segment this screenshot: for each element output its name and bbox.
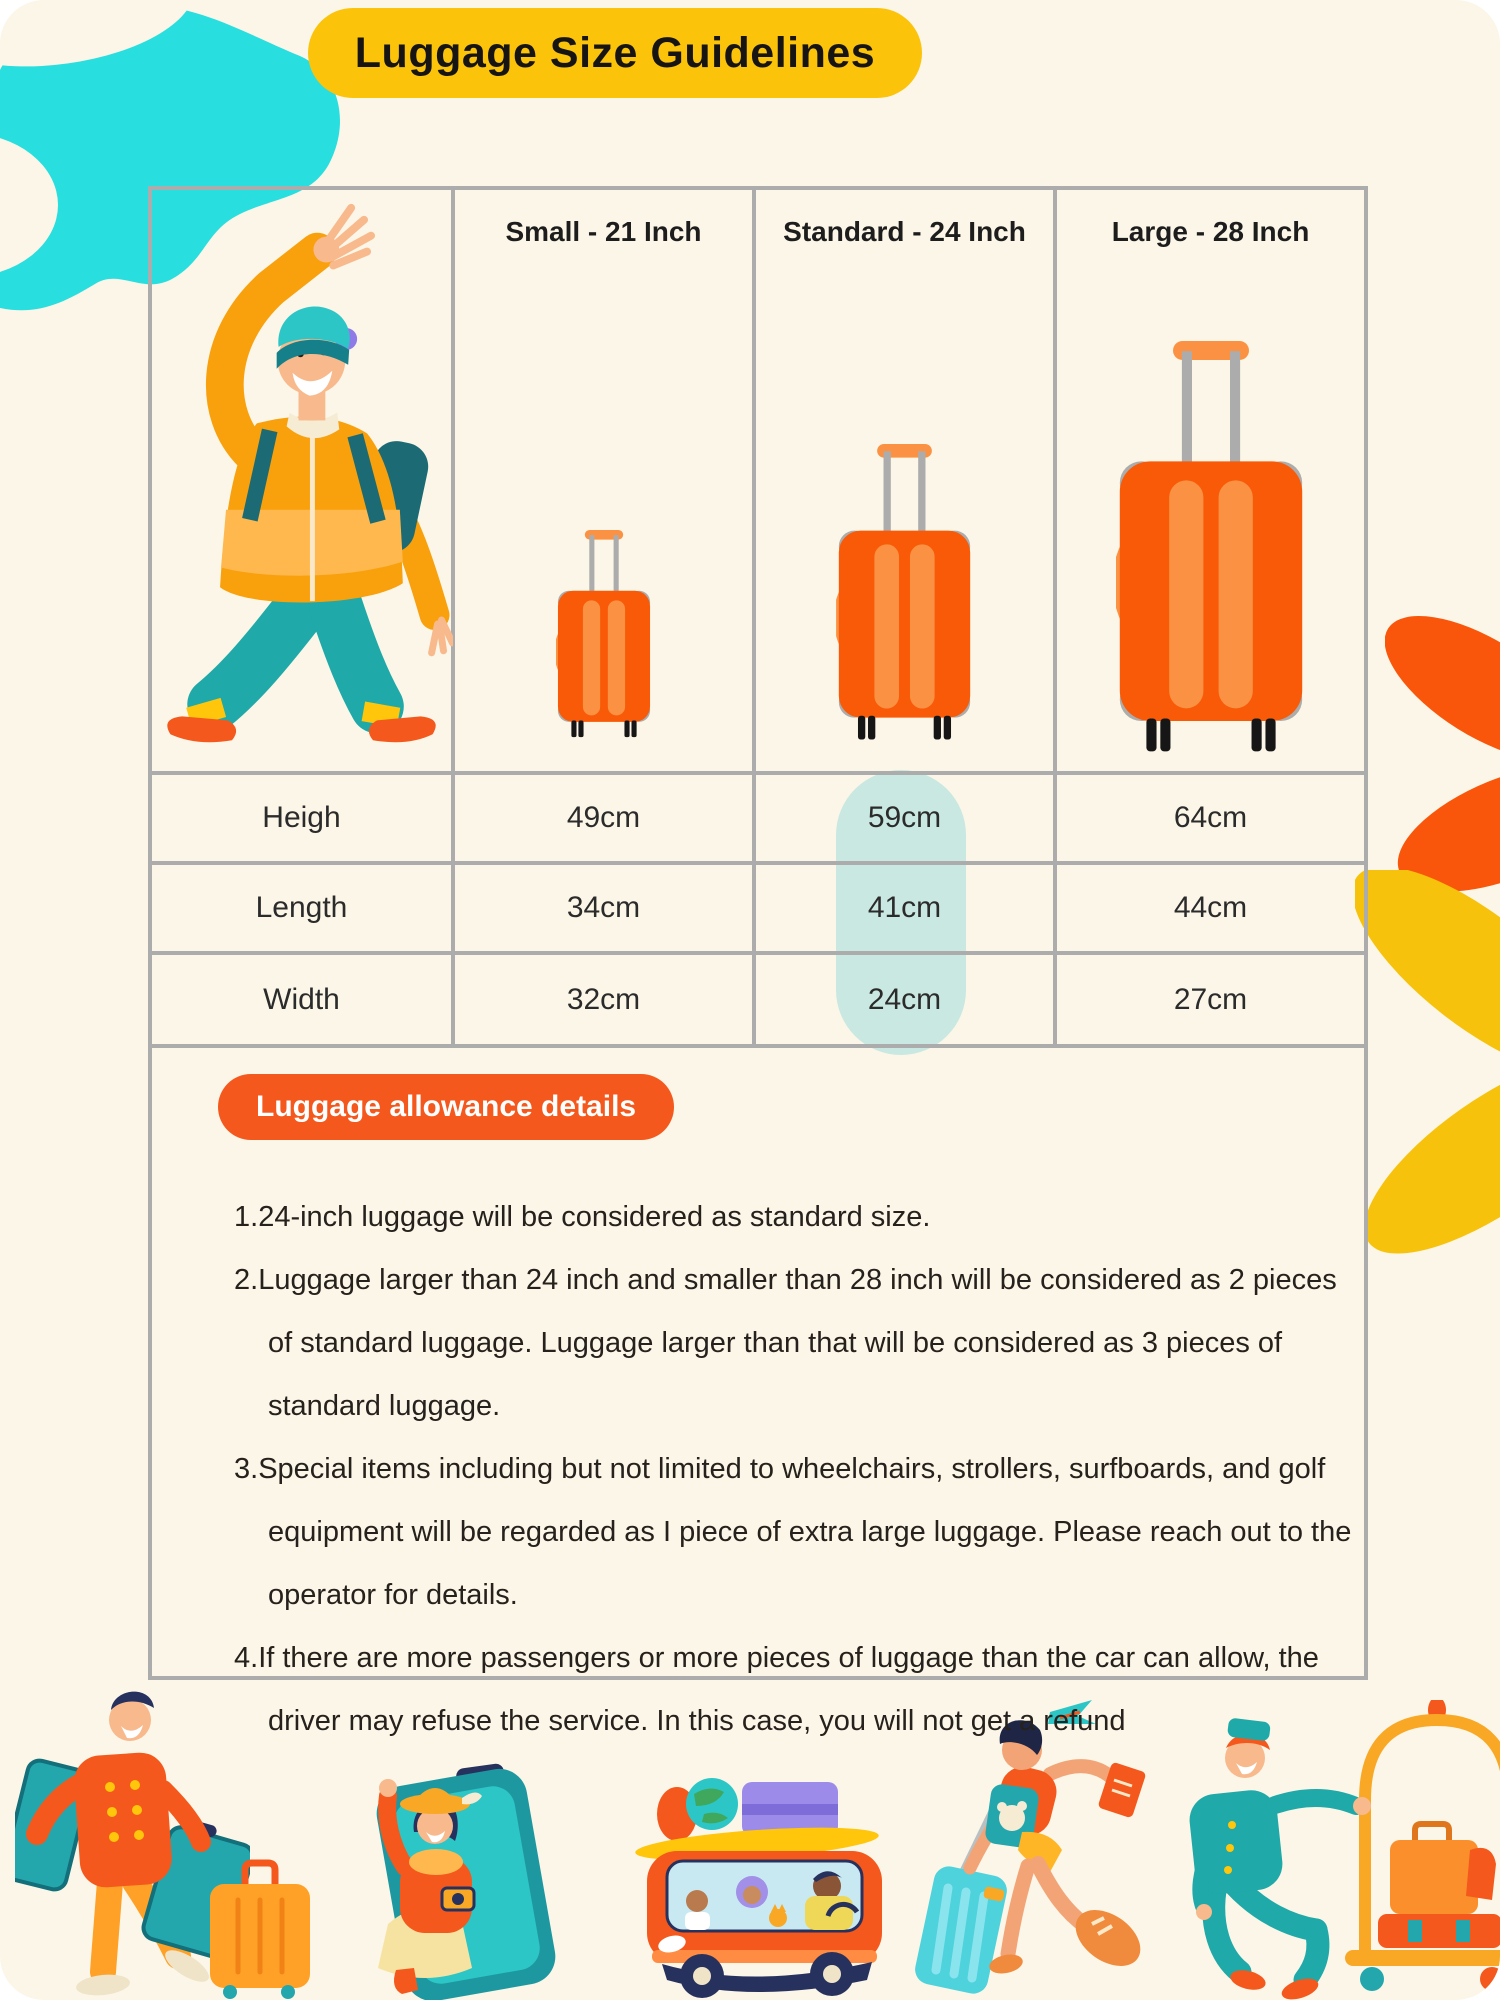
column-header-small: Small - 21 Inch bbox=[505, 216, 702, 247]
allowance-note-3: 3.Special items including but not limited to wheelchairs, strollers, surfboards, and golf equipment will be regarded as I piece of extra large luggage. Please reach out to the operator for details. bbox=[234, 1453, 1352, 1611]
column-header-standard: Standard - 24 Inch bbox=[783, 216, 1026, 247]
allowance-details-section bbox=[152, 1048, 1364, 1737]
heigh-standard-value: 59cm bbox=[756, 775, 1057, 865]
heigh-large-value: 64cm bbox=[1057, 775, 1364, 865]
allowance-note-1: 1.24-inch luggage will be considered as standard size. bbox=[234, 1201, 931, 1233]
row-label-length: Length bbox=[152, 865, 455, 955]
standard-suitcase-illustration bbox=[836, 444, 973, 745]
row-label-heigh: Heigh bbox=[152, 775, 455, 865]
allowance-notes-list bbox=[234, 1186, 1354, 1753]
width-standard-value: 24cm bbox=[756, 955, 1057, 1048]
small-suitcase-illustration bbox=[556, 530, 652, 741]
length-small-value: 34cm bbox=[455, 865, 756, 955]
allowance-details-badge: Luggage allowance details bbox=[218, 1074, 674, 1140]
yellow-petals-illustration bbox=[1355, 870, 1500, 1290]
family-car-illustration bbox=[592, 1766, 910, 2000]
length-large-value: 44cm bbox=[1057, 865, 1364, 955]
column-header-large: Large - 28 Inch bbox=[1111, 216, 1310, 247]
table-cell-standard-header bbox=[756, 190, 1057, 775]
large-suitcase-illustration bbox=[1116, 341, 1306, 759]
width-small-value: 32cm bbox=[455, 955, 756, 1048]
length-standard-value: 41cm bbox=[756, 865, 1057, 955]
table-cell-large-header bbox=[1057, 190, 1364, 775]
allowance-note-2: 2.Luggage larger than 24 inch and smaller than 28 inch will be considered as 2 pieces of standard luggage. Luggage larger than that will be considered as 3 pieces of standard luggage. bbox=[234, 1264, 1337, 1422]
allowance-note-4: 4.If there are more passengers or more pieces of luggage than the car can allow, the driver may refuse the service. In this case, you will not get a refund bbox=[234, 1642, 1319, 1737]
width-large-value: 27cm bbox=[1057, 955, 1364, 1048]
luggage-size-table bbox=[148, 186, 1368, 1737]
orange-rolling-suitcase-illustration bbox=[200, 1858, 320, 2000]
woman-in-open-suitcase-illustration bbox=[330, 1762, 570, 2000]
waving-traveler-illustration bbox=[150, 190, 453, 771]
row-label-width: Width bbox=[152, 955, 455, 1048]
table-cell-person bbox=[152, 190, 455, 775]
title-banner bbox=[308, 8, 922, 98]
heigh-small-value: 49cm bbox=[455, 775, 756, 865]
table-cell-small-header bbox=[455, 190, 756, 775]
page-title: Luggage Size Guidelines bbox=[354, 28, 876, 77]
